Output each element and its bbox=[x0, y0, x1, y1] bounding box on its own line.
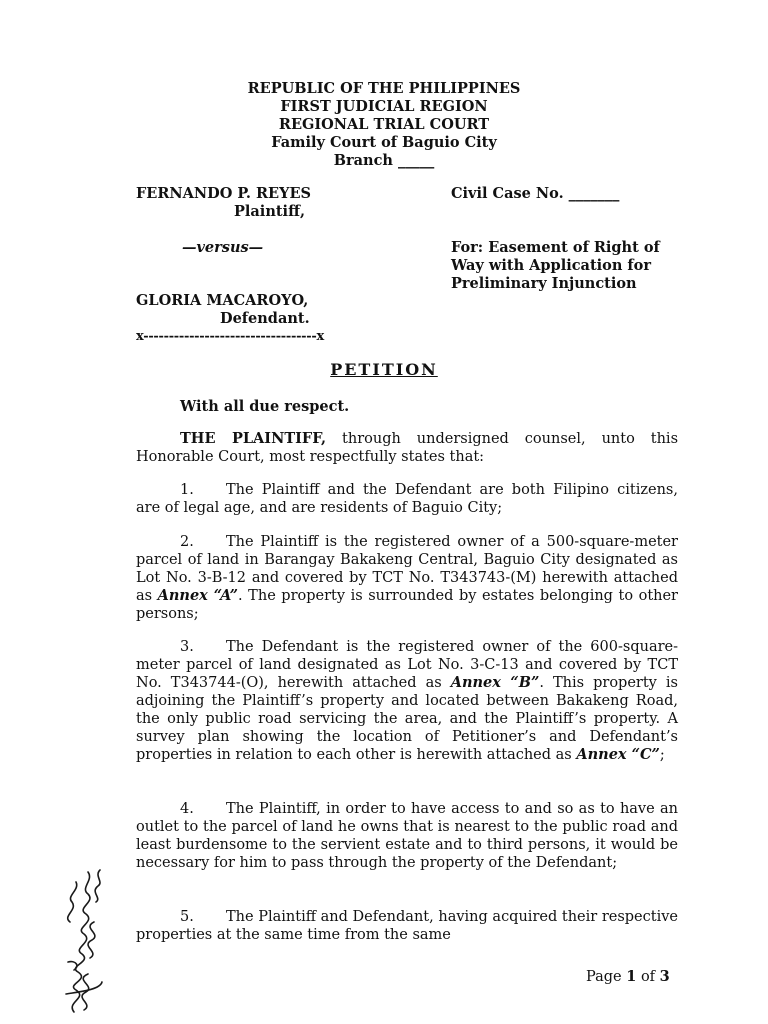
of-word: of bbox=[640, 969, 656, 985]
paragraph-text: The Plaintiff, in order to have access to and so as to have an outlet to the parcel of land he owns that is nearest to the public road and least burdensome to the servient estate and to third persons, it would be necessary for him to pass through the property of the Defendant; bbox=[136, 801, 678, 871]
paragraph-text: The Defendant is the registered owner of the 600-square-meter parcel of land designated as Lot No. 3-C-13 and covered by TCT No. T343744-(O), herewith attached as bbox=[136, 639, 678, 691]
annex-c-reference: Annex “C” bbox=[576, 746, 660, 763]
versus-label: —versus— bbox=[182, 239, 264, 256]
civil-case-number: Civil Case No. _______ bbox=[451, 185, 620, 202]
court-header-family-court: Family Court of Baguio City bbox=[271, 134, 497, 151]
paragraph-1 bbox=[136, 481, 678, 517]
paragraph-5 bbox=[136, 908, 678, 944]
paragraph-number: 1. bbox=[180, 482, 194, 498]
paragraph-2 bbox=[136, 533, 678, 623]
handwritten-signature bbox=[60, 862, 106, 1016]
paragraph-4 bbox=[136, 800, 678, 872]
case-nature-line2: Way with Application for bbox=[451, 257, 651, 274]
paragraph-text: The Plaintiff and Defendant, having acquired their respective properties at the same time from the same bbox=[136, 909, 678, 943]
paragraph-number: 4. bbox=[180, 801, 194, 817]
paragraph-text-cont: . The property is surrounded by estates belonging to other persons; bbox=[136, 588, 678, 622]
salutation: With all due respect. bbox=[180, 398, 350, 415]
page-number: 1 bbox=[626, 968, 637, 985]
defendant-role: Defendant. bbox=[220, 310, 310, 327]
page-word: Page bbox=[586, 969, 622, 985]
case-nature-line1: For: Easement of Right of bbox=[451, 239, 660, 256]
paragraph-number: 5. bbox=[180, 909, 194, 925]
paragraph-3 bbox=[136, 638, 678, 764]
intro-paragraph bbox=[136, 430, 678, 466]
page-total: 3 bbox=[659, 968, 670, 985]
case-nature-line3: Preliminary Injunction bbox=[451, 275, 637, 292]
intro-rest: through undersigned counsel, unto this Honorable Court, most respectfully states that: bbox=[136, 431, 679, 465]
caption-separator: x----------------------------------x bbox=[136, 329, 324, 344]
paragraph-text-cont: . This property is adjoining the Plaintiff’s property and located between Bakakeng Road, the only public road servicing the area, and the Plaintiff’s property. A survey plan showing the location of Petitioner’s and Defendant’s properties in relation to each other is herewith attached as bbox=[136, 675, 678, 763]
court-header-rtc: REGIONAL TRIAL COURT bbox=[278, 116, 490, 133]
paragraph-text: The Plaintiff is the registered owner of a 500-square-meter parcel of land in Barangay Bakakeng Central, Baguio City designated as Lot No. 3-B-12 and covered by TCT No. T343743-(M) herewith attached as bbox=[136, 534, 678, 604]
paragraph-text: The Plaintiff and the Defendant are both Filipino citizens, are of legal age, and are residents of Baguio City; bbox=[136, 482, 678, 516]
paragraph-number: 3. bbox=[180, 639, 194, 655]
annex-a-reference: Annex “A” bbox=[157, 587, 239, 604]
plaintiff-role: Plaintiff, bbox=[234, 203, 306, 220]
plaintiff-name: FERNANDO P. REYES bbox=[136, 185, 311, 202]
annex-b-reference: Annex “B” bbox=[450, 674, 540, 691]
defendant-name: GLORIA MACAROYO, bbox=[136, 292, 309, 309]
court-header-republic: REPUBLIC OF THE PHILIPPINES bbox=[247, 80, 521, 97]
court-header-branch: Branch _____ bbox=[333, 152, 435, 169]
page-indicator bbox=[586, 968, 670, 985]
document-title: PETITION bbox=[330, 360, 438, 379]
paragraph-text-end: ; bbox=[659, 747, 665, 763]
intro-lead: THE PLAINTIFF, bbox=[180, 430, 327, 447]
court-header-region: FIRST JUDICIAL REGION bbox=[280, 98, 488, 115]
paragraph-number: 2. bbox=[180, 534, 194, 550]
